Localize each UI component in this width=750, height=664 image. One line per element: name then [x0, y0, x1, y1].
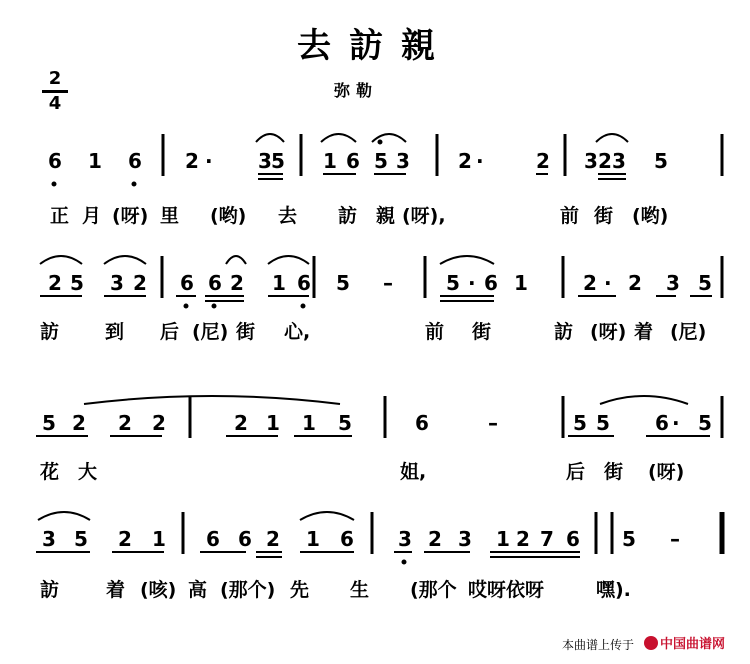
lyric: 哎呀依呀	[468, 579, 545, 601]
slur	[256, 134, 284, 142]
lyric: 前	[560, 205, 580, 227]
lyric: 着	[634, 321, 654, 343]
lyric: 訪	[554, 321, 574, 343]
note: 6	[655, 411, 669, 435]
note: –	[488, 411, 498, 435]
slur	[268, 256, 309, 264]
meter-top: 2	[48, 68, 62, 89]
note: 6	[346, 149, 360, 173]
note: 1	[302, 411, 316, 435]
lyric: 姐,	[400, 461, 427, 483]
note: 5	[338, 411, 352, 435]
lyric: (哟)	[632, 205, 669, 227]
note: 1	[272, 271, 286, 295]
note: 6	[297, 271, 311, 295]
note: ·	[468, 271, 476, 295]
lyric: (那个	[410, 579, 457, 601]
lyric: (尼)	[670, 321, 707, 343]
slur	[40, 256, 82, 264]
note: 3	[396, 149, 410, 173]
note: 6	[128, 149, 142, 173]
note: 1	[306, 527, 320, 551]
note: 7	[540, 527, 554, 551]
lyric: 月	[82, 205, 102, 227]
slur	[372, 134, 406, 142]
lyric: 大	[78, 461, 98, 483]
slur	[321, 134, 356, 142]
note: 3	[458, 527, 472, 551]
lyric: (咳)	[140, 579, 177, 601]
lyric: (呀),	[402, 205, 446, 227]
lyric: (那个)	[220, 579, 276, 601]
lyric: (呀)	[112, 205, 149, 227]
slur	[600, 396, 688, 404]
note: 1	[323, 149, 337, 173]
lyric: 親	[376, 205, 396, 227]
note: 2	[516, 527, 530, 551]
lyric: 生	[350, 579, 370, 601]
note: 2	[230, 271, 244, 295]
note: 2	[48, 271, 62, 295]
note: 3	[258, 149, 272, 173]
note: 1	[496, 527, 510, 551]
note: 2	[234, 411, 248, 435]
note: 2	[598, 149, 612, 173]
note: 2	[185, 149, 199, 173]
lyric: 去	[278, 205, 298, 227]
note: 2	[118, 527, 132, 551]
note: 2	[266, 527, 280, 551]
note: 5	[70, 271, 84, 295]
note: 2	[72, 411, 86, 435]
note: ·	[604, 271, 612, 295]
lyric: 街	[236, 321, 256, 343]
note: 5	[374, 149, 388, 173]
note: 2	[628, 271, 642, 295]
lyric: 先	[290, 579, 310, 601]
lyric: 后	[160, 321, 180, 343]
meter-bottom: 4	[48, 93, 62, 114]
lyric: 訪	[40, 321, 60, 343]
note: ·	[672, 411, 680, 435]
note: 2	[428, 527, 442, 551]
note: ·	[205, 149, 213, 173]
lyric: 前	[425, 321, 445, 343]
note: 1	[514, 271, 528, 295]
lyric: (哟)	[210, 205, 247, 227]
note: 5	[622, 527, 636, 551]
slur	[440, 256, 494, 264]
note: 6	[340, 527, 354, 551]
note: 3	[612, 149, 626, 173]
slur	[104, 256, 146, 264]
lyric: 着	[106, 579, 126, 601]
note: 2	[458, 149, 472, 173]
note: 1	[152, 527, 166, 551]
note: 6	[415, 411, 429, 435]
low-octave-dot	[402, 560, 406, 564]
note: 2	[118, 411, 132, 435]
high-octave-dot	[378, 140, 382, 144]
lyric: 街	[604, 461, 624, 483]
lyric: 街	[594, 205, 614, 227]
note: 5	[271, 149, 285, 173]
note: 5	[698, 271, 712, 295]
logo-icon	[644, 636, 658, 650]
note: 5	[596, 411, 610, 435]
note: 5	[42, 411, 56, 435]
note: 1	[266, 411, 280, 435]
lyric: 心,	[284, 321, 311, 343]
lyric: 高	[188, 579, 208, 601]
slur	[38, 512, 90, 520]
lyric: 訪	[338, 205, 358, 227]
site-logo	[644, 633, 725, 652]
note: 3	[110, 271, 124, 295]
note: 5	[698, 411, 712, 435]
low-octave-dot	[52, 182, 56, 186]
low-octave-dot	[132, 182, 136, 186]
low-octave-dot	[184, 304, 188, 308]
note: 3	[42, 527, 56, 551]
lyric: (呀)	[590, 321, 627, 343]
note: 6	[208, 271, 222, 295]
note: 5	[446, 271, 460, 295]
slur	[84, 396, 340, 404]
note: 5	[74, 527, 88, 551]
note: –	[670, 527, 680, 551]
note: 6	[566, 527, 580, 551]
note: 6	[180, 271, 194, 295]
slur	[300, 512, 354, 520]
note: 1	[88, 149, 102, 173]
note: 3	[398, 527, 412, 551]
low-octave-dot	[212, 304, 216, 308]
note: ·	[476, 149, 484, 173]
note: 6	[48, 149, 62, 173]
lyric: (呀)	[648, 461, 685, 483]
note: 2	[583, 271, 597, 295]
note: 5	[336, 271, 350, 295]
footer-text: 本曲谱上传于	[562, 638, 635, 652]
lyric: 后	[566, 461, 586, 483]
note: 2	[536, 149, 550, 173]
lyric: 訪	[40, 579, 60, 601]
note: 3	[584, 149, 598, 173]
slur	[596, 134, 628, 142]
note: 5	[573, 411, 587, 435]
lyric: (尼)	[192, 321, 229, 343]
lyric: 到	[105, 321, 125, 343]
note: 3	[666, 271, 680, 295]
note: 6	[484, 271, 498, 295]
score-title: 去訪親	[297, 26, 453, 66]
logo-text: 中国曲谱网	[660, 637, 726, 652]
lyric: 里	[160, 205, 180, 227]
composer-name: 弥勒	[334, 81, 379, 100]
note: –	[383, 271, 393, 295]
note: 2	[133, 271, 147, 295]
note: 2	[152, 411, 166, 435]
note: 6	[238, 527, 252, 551]
slur	[226, 256, 246, 264]
low-octave-dot	[301, 304, 305, 308]
note: 6	[206, 527, 220, 551]
lyric: 嘿).	[596, 579, 631, 601]
lyric: 花	[40, 461, 60, 483]
lyric: 正	[50, 205, 70, 227]
lyric: 街	[472, 321, 492, 343]
note: 5	[654, 149, 668, 173]
